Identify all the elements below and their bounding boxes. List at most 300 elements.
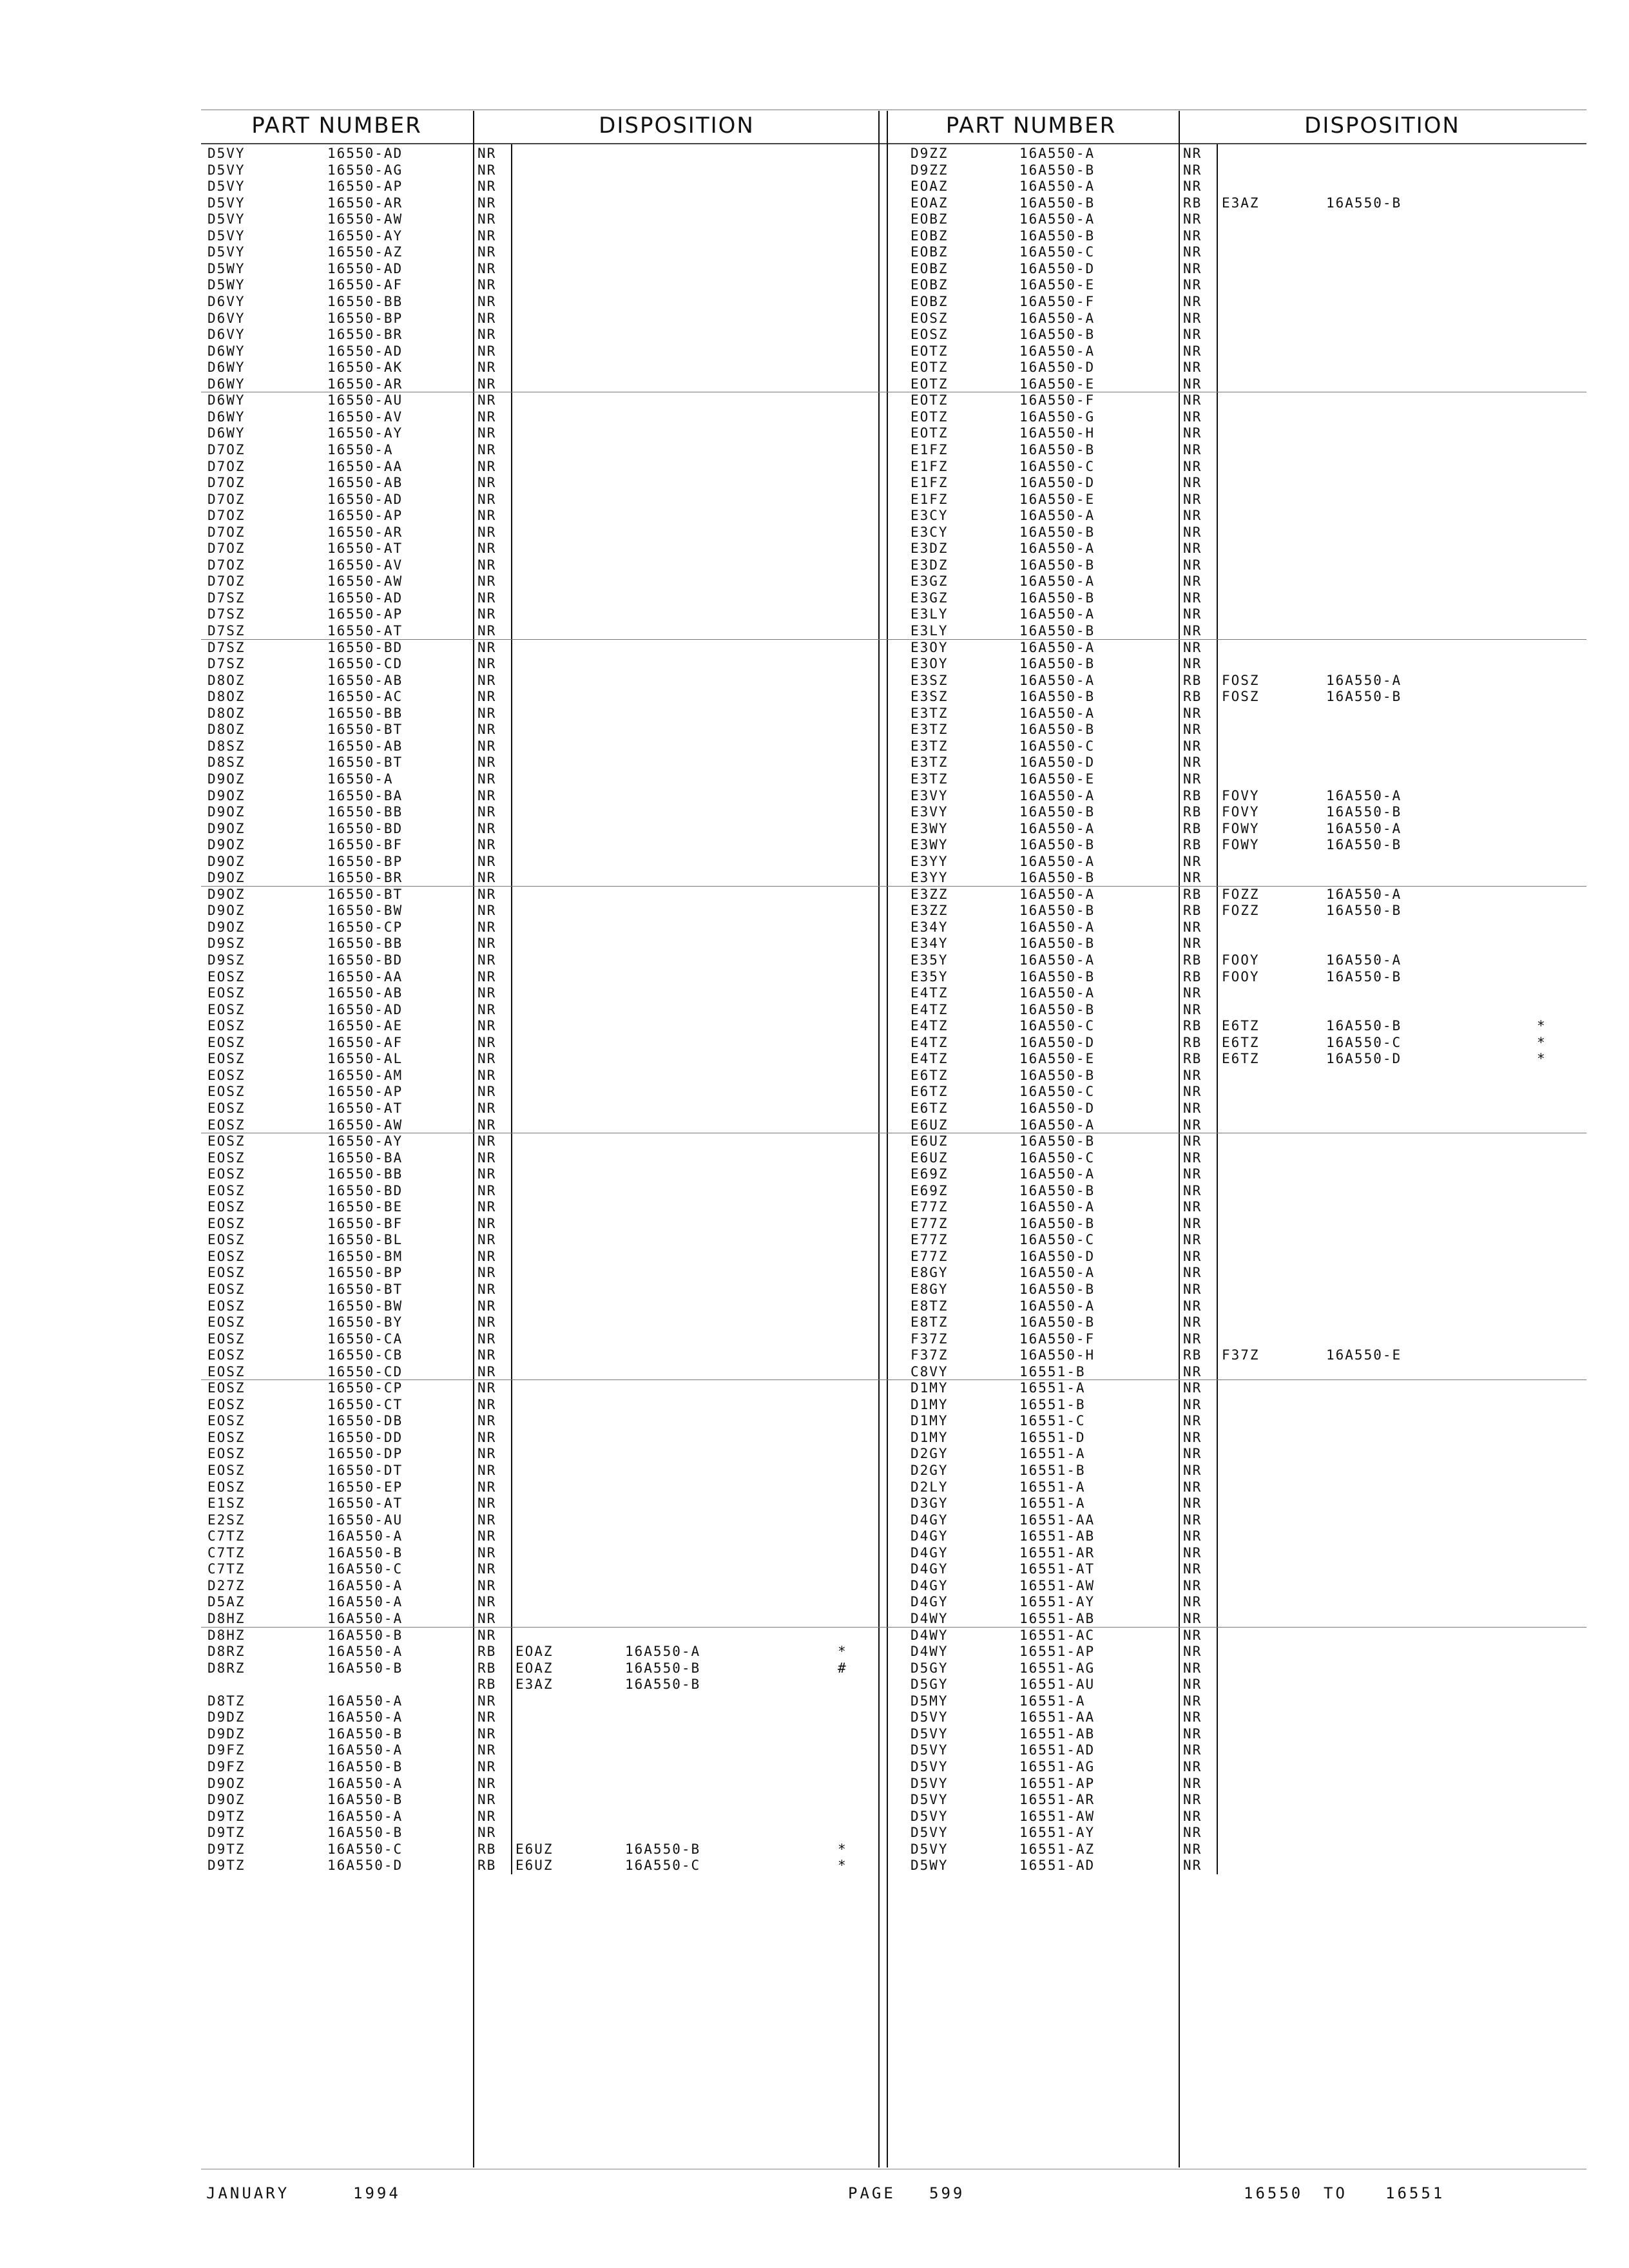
disposition-code: NR (1183, 524, 1202, 540)
footer-month: JANUARY (206, 2184, 290, 2202)
disposition-code: NR (1183, 853, 1202, 869)
footer-page-label: PAGE (848, 2184, 896, 2202)
part-number: 16A550-E (1019, 491, 1095, 507)
disposition-code: NR (1183, 1429, 1202, 1445)
disposition-code: NR (477, 1199, 497, 1215)
part-number: 16551-AD (1019, 1858, 1095, 1874)
model-code: EOSZ (207, 1248, 246, 1264)
model-code: D9OZ (207, 886, 246, 902)
part-number: 16A550-B (1019, 837, 1095, 853)
disposition-code: NR (1183, 705, 1202, 721)
model-code: D5VY (911, 1775, 949, 1791)
model-code: D2LY (911, 1479, 949, 1495)
disposition-code: NR (477, 1314, 497, 1330)
replacement-part-number: 16A550-B (1326, 804, 1402, 820)
disposition-code: NR (1183, 475, 1202, 490)
model-code: D8OZ (207, 672, 246, 688)
model-code: D6WY (207, 392, 246, 408)
model-code: E3DZ (911, 557, 949, 573)
disposition-code: NR (1183, 771, 1202, 787)
part-number: 16A550-B (1019, 1067, 1095, 1083)
model-code: C8VY (911, 1363, 949, 1379)
model-code: E3TZ (911, 705, 949, 721)
model-code: EOSZ (207, 1018, 246, 1034)
model-code: D9OZ (207, 804, 246, 820)
model-code: D2GY (911, 1463, 949, 1478)
part-number: 16550-BR (327, 327, 403, 343)
part-number: 16550-AP (327, 1084, 403, 1100)
model-code: E6UZ (911, 1149, 949, 1166)
disposition-code: NR (1183, 1232, 1202, 1248)
model-code: EOBZ (911, 277, 949, 293)
disposition-code: NR (477, 1758, 497, 1774)
disposition-code: NR (477, 639, 497, 655)
part-number: 16551-B (1019, 1363, 1086, 1379)
disposition-code: NR (477, 294, 497, 309)
disposition-code: NR (477, 1347, 497, 1363)
part-number: 16A550-B (1019, 524, 1095, 540)
part-number: 16550-CD (327, 656, 403, 672)
center-divider-a (878, 111, 880, 2167)
model-code: EOTZ (911, 392, 949, 408)
model-code: E3DZ (911, 541, 949, 557)
disposition-code: NR (1183, 754, 1202, 771)
disposition-code: NR (1183, 541, 1202, 557)
disposition-code: NR (1183, 1627, 1202, 1643)
part-number: 16550-AR (327, 376, 403, 392)
part-number: 16A550-C (327, 1841, 403, 1857)
part-number: 16550-BB (327, 294, 403, 309)
disposition-code: NR (1183, 1331, 1202, 1347)
disposition-code: NR (1183, 408, 1202, 425)
part-number: 16550-CP (327, 1380, 403, 1396)
disposition-code: RB (1183, 886, 1202, 902)
disposition-code: NR (1183, 1528, 1202, 1544)
replacement-part-number: 16A550-C (625, 1858, 701, 1874)
part-number: 16551-AT (1019, 1561, 1095, 1577)
part-number: 16550-AF (327, 277, 403, 293)
disposition-code: NR (477, 1149, 497, 1166)
part-number: 16A550-A (327, 1611, 403, 1626)
model-code: F37Z (911, 1331, 949, 1347)
replacement-part-number: 16A550-A (625, 1644, 701, 1660)
replacement-model-code: FOSZ (1222, 689, 1260, 705)
disposition-code: NR (1183, 1742, 1202, 1758)
replacement-part-number: 16A550-B (625, 1677, 701, 1693)
disposition-code: NR (1183, 1577, 1202, 1593)
replacement-part-number: 16A550-B (625, 1660, 701, 1676)
disposition-code: NR (1183, 738, 1202, 754)
part-number: 16550-BA (327, 1149, 403, 1166)
part-number: 16A550-A (1019, 985, 1095, 1001)
part-number: 16550-BP (327, 1265, 403, 1281)
part-number: 16A550-F (1019, 392, 1095, 408)
model-code: D7OZ (207, 475, 246, 490)
part-number: 16550-BW (327, 1298, 403, 1314)
model-code: E3OY (911, 639, 949, 655)
disposition-code: NR (477, 903, 497, 919)
part-number: 16A550-F (1019, 294, 1095, 309)
disposition-code: NR (1183, 919, 1202, 935)
model-code: E2SZ (207, 1512, 246, 1528)
disposition-code: NR (477, 919, 497, 935)
part-number: 16550-AV (327, 408, 403, 425)
disposition-code: NR (477, 458, 497, 474)
part-number: 16551-AG (1019, 1660, 1095, 1676)
part-number: 16A550-B (1019, 1001, 1095, 1017)
model-code: EOSZ (207, 1429, 246, 1445)
part-number: 16550-BP (327, 853, 403, 869)
disposition-code: NR (1183, 1463, 1202, 1478)
disposition-code: NR (1183, 1495, 1202, 1512)
disposition-code: NR (477, 705, 497, 721)
model-code: D5VY (207, 195, 246, 211)
part-number: 16550-BT (327, 722, 403, 738)
part-number: 16551-B (1019, 1463, 1086, 1478)
disposition-code: NR (477, 623, 497, 639)
part-number: 16A550-A (1019, 146, 1095, 161)
part-number: 16551-AU (1019, 1677, 1095, 1693)
part-number: 16550-AD (327, 343, 403, 359)
model-code: D8TZ (207, 1693, 246, 1709)
model-code: E8TZ (911, 1314, 949, 1330)
disposition-code: NR (477, 1232, 497, 1248)
model-code: D27Z (207, 1577, 246, 1593)
disposition-code: NR (477, 1001, 497, 1017)
part-number: 16550-AD (327, 491, 403, 507)
disposition-code: NR (1183, 1380, 1202, 1396)
disposition-code: NR (1183, 178, 1202, 195)
model-code: D4WY (911, 1627, 949, 1643)
part-number: 16A550-B (1019, 870, 1095, 886)
part-number: 16A550-A (1019, 211, 1095, 227)
disposition-code: NR (477, 227, 497, 244)
disposition-code: NR (1183, 1248, 1202, 1264)
disposition-code: NR (477, 1166, 497, 1182)
part-number: 16A550-B (1019, 968, 1095, 985)
part-number: 16550-AD (327, 1001, 403, 1017)
disposition-code: NR (477, 590, 497, 606)
disposition-code: NR (477, 606, 497, 622)
disposition-code: NR (1183, 1544, 1202, 1561)
part-number: 16551-AC (1019, 1627, 1095, 1643)
part-number: 16550-BR (327, 870, 403, 886)
part-number: 16A550-B (1019, 804, 1095, 820)
disposition-code: NR (477, 1117, 497, 1133)
disposition-code: NR (1183, 441, 1202, 457)
part-number: 16A550-D (327, 1858, 403, 1874)
disposition-code: NR (1183, 985, 1202, 1001)
disposition-code: NR (477, 557, 497, 573)
model-code: D9DZ (207, 1709, 246, 1725)
model-code: EOSZ (207, 1084, 246, 1100)
model-code: D9FZ (207, 1742, 246, 1758)
disposition-code: NR (477, 1611, 497, 1626)
note-mark: # (838, 1660, 847, 1676)
model-code: E6UZ (911, 1133, 949, 1149)
replacement-part-number: 16A550-E (1326, 1347, 1402, 1363)
disposition-code: NR (1183, 360, 1202, 376)
model-code: E6TZ (911, 1100, 949, 1116)
part-number: 16A550-B (1019, 590, 1095, 606)
part-number: 16A550-D (1019, 1248, 1095, 1264)
part-number: 16550-BB (327, 705, 403, 721)
disposition-code: NR (477, 327, 497, 343)
model-code: EOSZ (207, 1215, 246, 1231)
model-code: E3WY (911, 820, 949, 836)
header-rule (201, 143, 1586, 144)
model-code: D9TZ (207, 1808, 246, 1824)
part-number: 16A550-B (327, 1627, 403, 1643)
replacement-part-number: 16A550-D (1326, 1051, 1402, 1067)
disposition-code: NR (1183, 606, 1202, 622)
disposition-code: NR (477, 425, 497, 441)
disposition-code: NR (477, 820, 497, 836)
right-part-disposition-divider (1179, 111, 1180, 2167)
disposition-code: NR (1183, 1611, 1202, 1626)
model-code: D5VY (207, 162, 246, 178)
disposition-code: NR (1183, 376, 1202, 392)
part-number: 16550-AP (327, 508, 403, 524)
model-code: EOSZ (207, 1067, 246, 1083)
model-code: EOSZ (911, 310, 949, 326)
model-code: D7OZ (207, 557, 246, 573)
disposition-code: NR (1183, 1166, 1202, 1182)
part-number: 16550-AW (327, 211, 403, 227)
part-number: 16A550-B (327, 1660, 403, 1676)
model-code: D9OZ (207, 870, 246, 886)
model-code: D5VY (911, 1742, 949, 1758)
model-code: D5VY (911, 1709, 949, 1725)
model-code: E34Y (911, 936, 949, 952)
disposition-code: NR (1183, 1100, 1202, 1116)
left-part-disposition-divider (473, 111, 474, 2167)
part-number: 16551-A (1019, 1380, 1086, 1396)
model-code: D9FZ (207, 1758, 246, 1774)
part-number: 16550-BF (327, 1215, 403, 1231)
disposition-code: NR (1183, 392, 1202, 408)
part-number: 16550-AU (327, 1512, 403, 1528)
disposition-code: NR (477, 195, 497, 211)
replacement-model-code: FOVY (1222, 787, 1260, 803)
part-number: 16550-BD (327, 820, 403, 836)
replacement-model-code: FOZZ (1222, 903, 1260, 919)
model-code: D5GY (911, 1677, 949, 1693)
model-code: D5VY (911, 1825, 949, 1841)
model-code: D7SZ (207, 656, 246, 672)
disposition-code: NR (477, 1018, 497, 1034)
model-code: D5VY (207, 178, 246, 195)
disposition-code: NR (1183, 1396, 1202, 1412)
disposition-code: NR (477, 1446, 497, 1462)
replacement-part-number: 16A550-A (1326, 952, 1402, 968)
part-number: 16550-BD (327, 952, 403, 968)
disposition-code: RB (477, 1660, 497, 1676)
model-code: EOSZ (207, 1182, 246, 1198)
replacement-part-number: 16A550-A (1326, 820, 1402, 836)
disposition-code: NR (477, 1792, 497, 1807)
disposition-code: NR (1183, 508, 1202, 524)
disposition-code: NR (477, 162, 497, 178)
part-number: 16551-A (1019, 1479, 1086, 1495)
part-number: 16A550-A (1019, 1298, 1095, 1314)
model-code: D5WY (207, 260, 246, 276)
model-code: E3TZ (911, 738, 949, 754)
part-number: 16A550-B (1019, 1314, 1095, 1330)
model-code: E6TZ (911, 1084, 949, 1100)
disposition-code: NR (1183, 1677, 1202, 1693)
part-number: 16A550-C (1019, 1232, 1095, 1248)
disposition-code: RB (1183, 672, 1202, 688)
disposition-code: NR (477, 1463, 497, 1478)
disposition-code: NR (477, 1248, 497, 1264)
model-code: D9TZ (207, 1841, 246, 1857)
disposition-code: NR (477, 1265, 497, 1281)
disposition-code: NR (477, 985, 497, 1001)
model-code: D2GY (911, 1446, 949, 1462)
part-number: 16A550-B (1019, 1282, 1095, 1297)
part-number: 16550-AD (327, 146, 403, 161)
disposition-code: RB (1183, 689, 1202, 705)
model-code: E77Z (911, 1215, 949, 1231)
replacement-model-code: EOAZ (516, 1660, 554, 1676)
part-number: 16550-AV (327, 557, 403, 573)
model-code: D9OZ (207, 919, 246, 935)
model-code: EOBZ (911, 227, 949, 244)
model-code: D6WY (207, 343, 246, 359)
model-code: EOSZ (207, 1380, 246, 1396)
model-code: E3YY (911, 853, 949, 869)
model-code: F37Z (911, 1347, 949, 1363)
disposition-code: NR (1183, 1182, 1202, 1198)
disposition-code: NR (477, 1100, 497, 1116)
model-code: D5VY (207, 227, 246, 244)
part-number: 16A550-A (327, 1528, 403, 1544)
part-number: 16A550-B (1019, 903, 1095, 919)
disposition-code: NR (1183, 1660, 1202, 1676)
part-number: 16A550-A (1019, 1199, 1095, 1215)
model-code: E3VY (911, 804, 949, 820)
model-code: EOSZ (207, 1232, 246, 1248)
disposition-code: NR (1183, 425, 1202, 441)
disposition-code: NR (1183, 162, 1202, 178)
model-code: E1FZ (911, 441, 949, 457)
disposition-code: NR (477, 1725, 497, 1742)
replacement-model-code: E3AZ (516, 1677, 554, 1693)
disposition-code: NR (477, 260, 497, 276)
model-code: D8SZ (207, 738, 246, 754)
model-code: D4WY (911, 1644, 949, 1660)
part-number: 16550-AT (327, 623, 403, 639)
model-code: D6VY (207, 327, 246, 343)
disposition-code: NR (1183, 870, 1202, 886)
model-code: EOSZ (207, 968, 246, 985)
part-number: 16550-BB (327, 804, 403, 820)
model-code: EOSZ (207, 1396, 246, 1412)
model-code: C7TZ (207, 1561, 246, 1577)
part-number: 16550-A (327, 771, 394, 787)
part-number: 16550-A (327, 441, 394, 457)
part-number: 16551-A (1019, 1693, 1086, 1709)
model-code: E4TZ (911, 1034, 949, 1050)
part-number: 16A550-H (1019, 425, 1095, 441)
disposition-code: RB (1183, 968, 1202, 985)
model-code: EOBZ (911, 211, 949, 227)
model-code: D9DZ (207, 1725, 246, 1742)
replacement-model-code: FOSZ (1222, 672, 1260, 688)
disposition-code: NR (477, 1577, 497, 1593)
part-number: 16551-AW (1019, 1808, 1095, 1824)
part-number: 16550-AL (327, 1051, 403, 1067)
model-code: E3GZ (911, 573, 949, 590)
model-code: D7OZ (207, 541, 246, 557)
disposition-code: NR (477, 870, 497, 886)
model-code: D5WY (207, 277, 246, 293)
model-code: D3GY (911, 1495, 949, 1512)
disposition-code: NR (477, 787, 497, 803)
part-number: 16550-AR (327, 195, 403, 211)
model-code: D5GY (911, 1660, 949, 1676)
part-number: 16550-AW (327, 573, 403, 590)
disposition-code: NR (1183, 557, 1202, 573)
model-code: D9OZ (207, 1792, 246, 1807)
disposition-code: NR (1183, 639, 1202, 655)
part-number: 16550-CB (327, 1347, 403, 1363)
disposition-code: NR (477, 1133, 497, 1149)
part-number: 16550-AP (327, 606, 403, 622)
disposition-code: NR (477, 441, 497, 457)
replacement-part-number: 16A550-A (1326, 672, 1402, 688)
disposition-code: NR (1183, 1644, 1202, 1660)
part-number: 16551-AZ (1019, 1841, 1095, 1857)
part-number: 16A550-B (1019, 936, 1095, 952)
part-number: 16550-BF (327, 837, 403, 853)
part-number: 16A550-B (1019, 1133, 1095, 1149)
part-number: 16A550-B (327, 1758, 403, 1774)
center-divider-b (887, 111, 888, 2167)
disposition-code: NR (1183, 327, 1202, 343)
model-code: D5AZ (207, 1594, 246, 1610)
disposition-code: NR (1183, 1363, 1202, 1379)
disposition-code: NR (477, 1363, 497, 1379)
disposition-code: NR (477, 146, 497, 161)
disposition-code: NR (477, 886, 497, 902)
part-number: 16550-DP (327, 1446, 403, 1462)
model-code: E4TZ (911, 1001, 949, 1017)
model-code: D9TZ (207, 1858, 246, 1874)
part-number: 16A550-B (327, 1725, 403, 1742)
group-separator (201, 639, 1586, 640)
model-code: D8OZ (207, 689, 246, 705)
part-number: 16A550-D (1019, 754, 1095, 771)
part-number: 16551-AR (1019, 1544, 1095, 1561)
model-code: EOSZ (207, 985, 246, 1001)
part-number: 16A550-A (1019, 178, 1095, 195)
model-code: D8HZ (207, 1611, 246, 1626)
disposition-code: NR (1183, 590, 1202, 606)
disposition-code: NR (1183, 1858, 1202, 1874)
part-number: 16551-AA (1019, 1512, 1095, 1528)
part-number: 16550-AD (327, 260, 403, 276)
note-mark: * (838, 1841, 847, 1857)
model-code: D7OZ (207, 524, 246, 540)
part-number: 16550-AW (327, 1117, 403, 1133)
part-number: 16550-CD (327, 1363, 403, 1379)
model-code: EOBZ (911, 244, 949, 260)
model-code: E3TZ (911, 722, 949, 738)
disposition-code: NR (477, 1479, 497, 1495)
disposition-code: NR (477, 1084, 497, 1100)
